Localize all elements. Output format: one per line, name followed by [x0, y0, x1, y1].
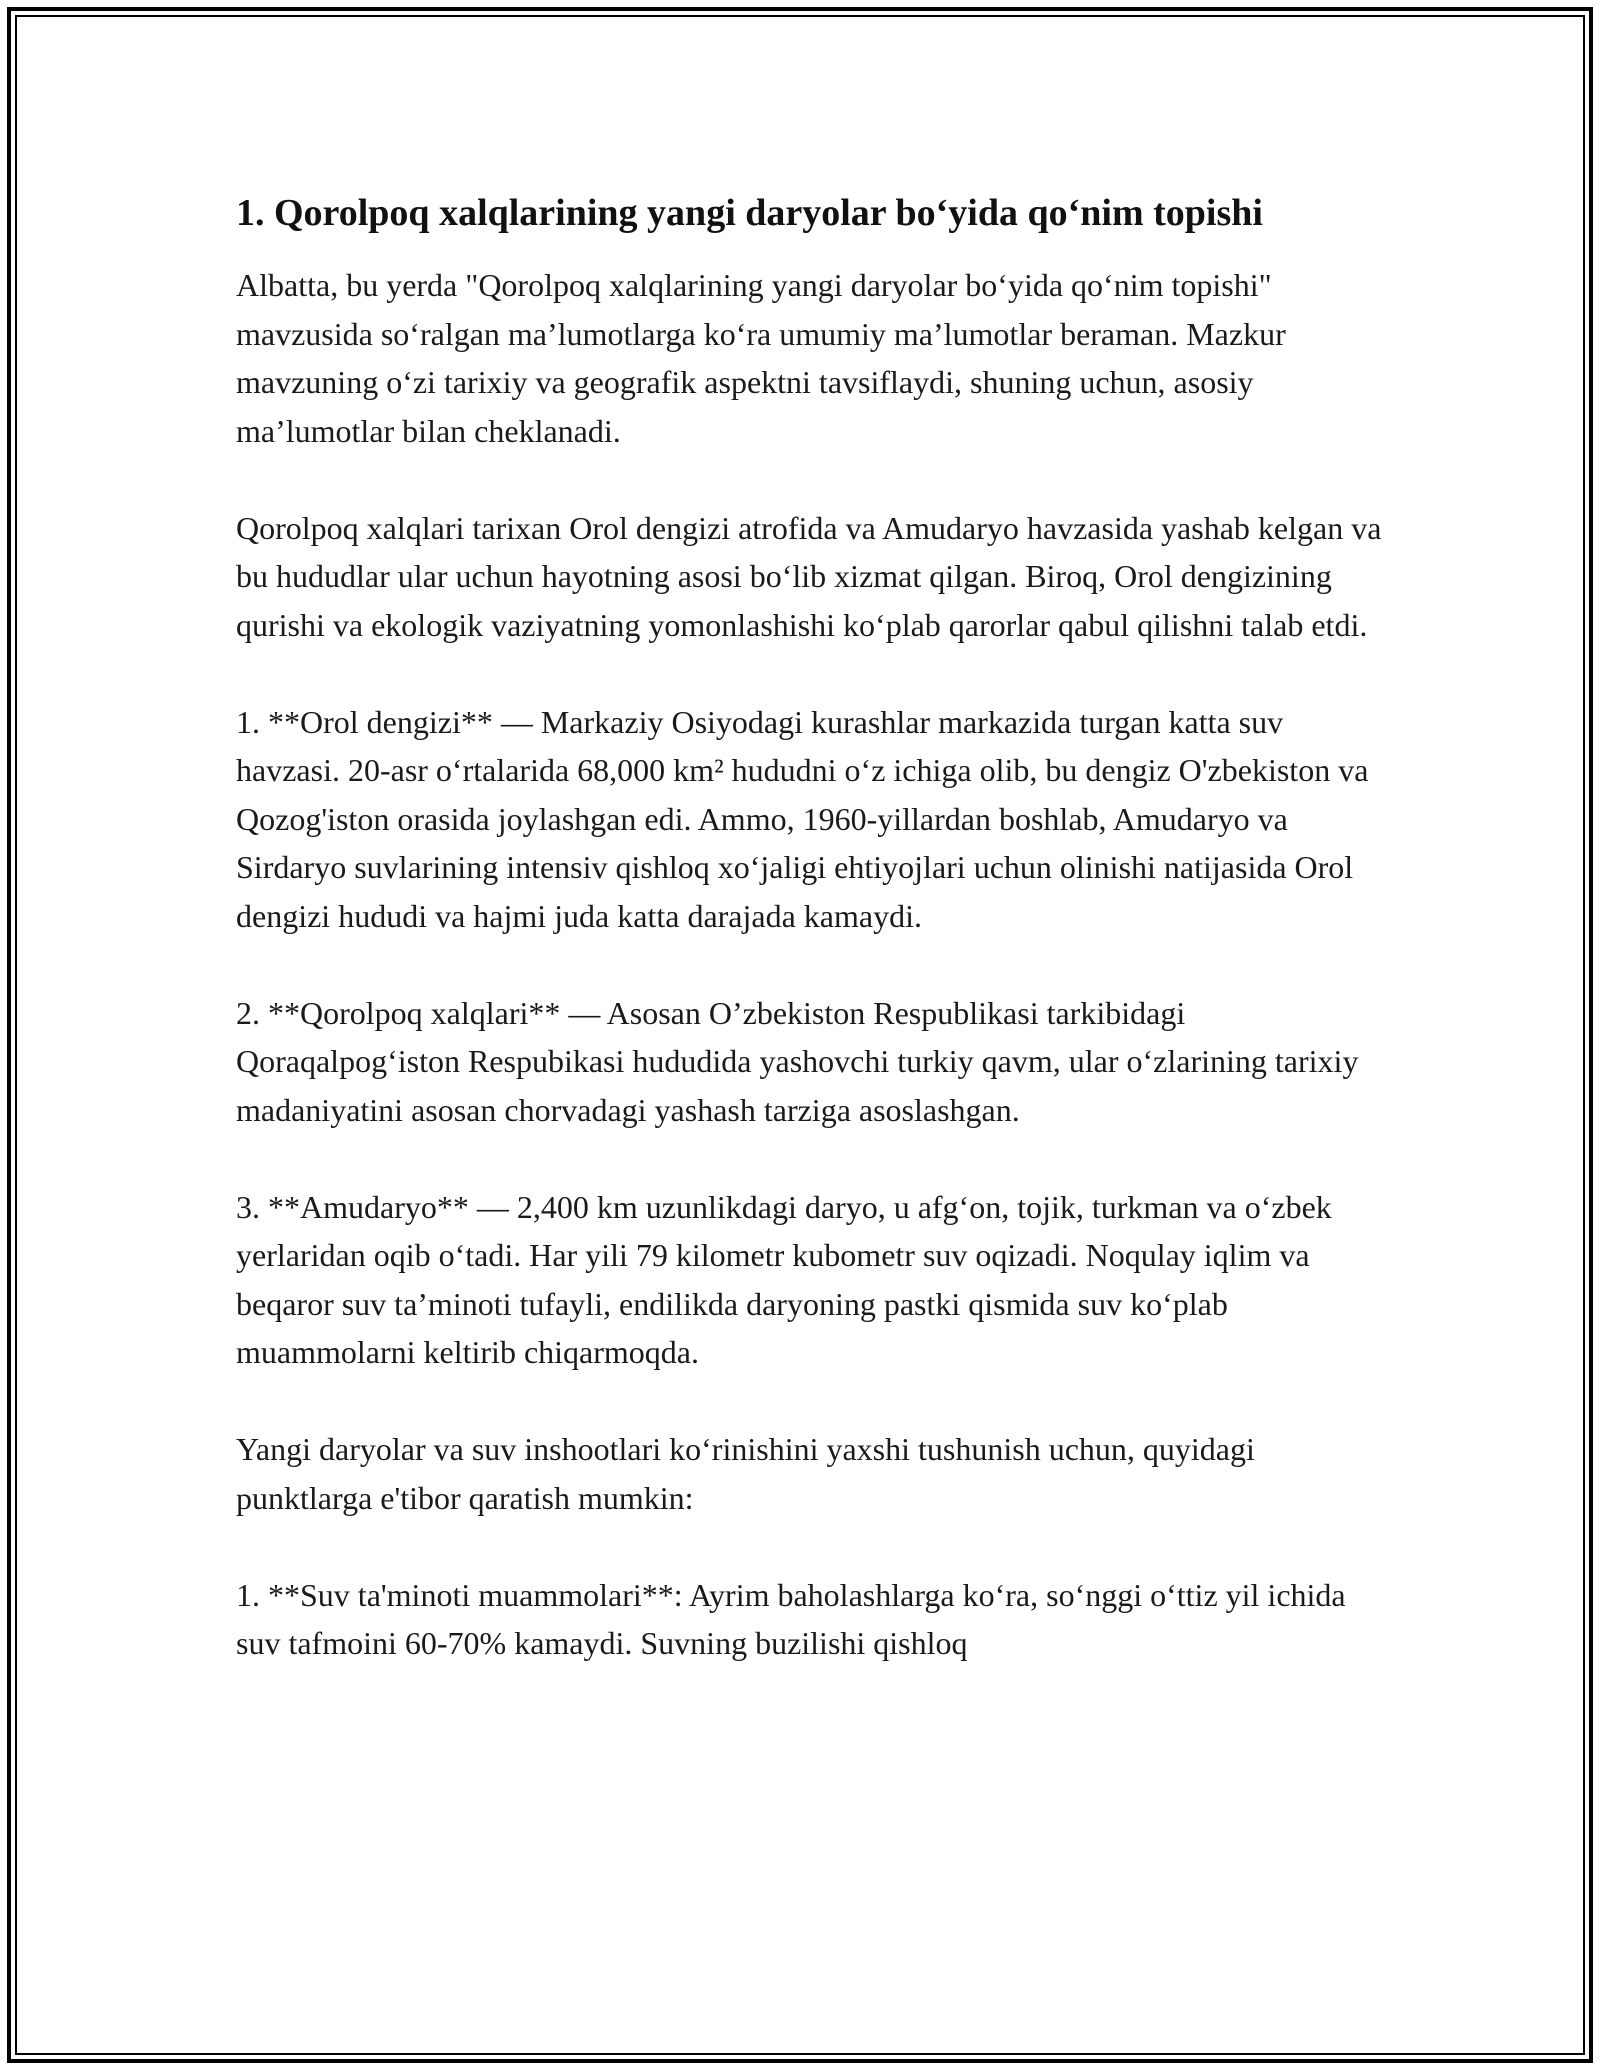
paragraph-item-orol: 1. **Orol dengizi** — Markaziy Osiyodagi kurashlar markazida turgan katta suv havzasi. 20-asr o‘rtalarida 68,000 km² hududni o‘z ichiga olib, bu dengiz O'zbekiston va Qozog'iston orasida joylashgan edi. Ammo, 1960-yillardan boshlab, Amudaryo va Sirdaryo suvlarining intensiv qishloq xo‘jaligi ehtiyojlari uchun olinishi natijasida Orol dengizi hududi va hajmi juda katta darajada kamaydi. — [236, 703, 1369, 934]
paragraph-item-water-supply: 1. **Suv ta'minoti muammolari**: Ayrim baholashlarga ko‘ra, so‘nggi o‘ttiz yil ichida suv tafmoini 60-70% kamaydi. Suvning buzilishi qishloq — [236, 1576, 1346, 1661]
document-body — [236, 186, 1386, 1668]
paragraph-intro: Albatta, bu yerda "Qorolpoq xalqlarining yangi daryolar bo‘yida qo‘nim topishi" mavzusida so‘ralgan ma’lumotlarga ko‘ra umumiy ma’lumotlar beraman. Mazkur mavzuning o‘zi tarixiy va geografik aspektni tavsiflaydi, shuning uchun, asosiy ma’lumotlar bilan cheklanadi. — [236, 267, 1286, 449]
paragraph-history: Qorolpoq xalqlari tarixan Orol dengizi atrofida va Amudaryo havzasida yashab kelgan va bu hududlar ular uchun hayotning asosi bo‘lib xizmat qilgan. Biroq, Orol dengizining qurishi va ekologik vaziyatning yomonlashishi ko‘plab qarorlar qabul qilishni talab etdi. — [236, 509, 1382, 643]
paragraph-item-qorolpoq: 2. **Qorolpoq xalqlari** — Asosan O’zbekiston Respublikasi tarkibidagi Qoraqalpog‘iston Respubikasi hududida yashovchi turkiy qavm, ular o‘zlarining tarixiy madaniyatini asosan chorvadagi yashash tarziga asoslashgan. — [236, 994, 1359, 1128]
document-title: 1. Qorolpoq xalqlarining yangi daryolar bo‘yida qo‘nim topishi — [236, 192, 1263, 234]
paragraph-rivers-intro: Yangi daryolar va suv inshootlari ko‘rinishini yaxshi tushunish uchun, quyidagi punktlarga e'tibor qaratish mumkin: — [236, 1431, 1255, 1516]
paragraph-item-amudaryo: 3. **Amudaryo** — 2,400 km uzunlikdagi daryo, u afg‘on, tojik, turkman va o‘zbek yerlaridan oqib o‘tadi. Har yili 79 kilometr kubometr suv oqizadi. Noqulay iqlim va beqaror suv ta’minoti tufayli, endilikda daryoning pastki qismida suv ko‘plab muammolarni keltirib chiqarmoqda. — [236, 1188, 1332, 1370]
